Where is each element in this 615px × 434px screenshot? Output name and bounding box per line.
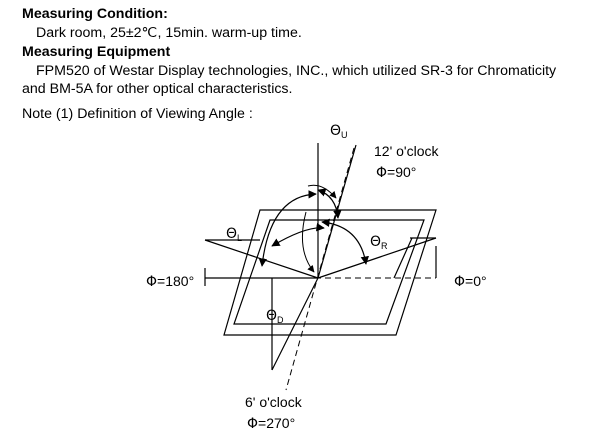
heading-measuring-condition: Measuring Condition:: [22, 6, 168, 22]
theta-d-arc-lower: [302, 212, 314, 272]
measuring-condition-text: Dark room, 25±2℃, 15min. warm-up time.: [36, 25, 302, 41]
equipment-text-line-2: and BM-5A for other optical characteristics.: [22, 81, 293, 97]
theta-d-arc: [272, 228, 324, 246]
phi-0-label: Φ=0°: [454, 273, 487, 290]
theta-r-label: $\Theta_R$: [370, 234, 388, 251]
theta-u-arc: [318, 190, 338, 218]
clock-6-label: 6' o'clock: [245, 394, 302, 410]
heading-measuring-equipment: Measuring Equipment: [22, 44, 171, 60]
theta-l-label: $\Theta_L$: [226, 226, 243, 243]
theta-u-label: $\Theta_U$: [330, 123, 348, 140]
right-wing-line: [394, 238, 412, 278]
clock-12-label: 12' o'clock: [374, 143, 439, 159]
phi-270-label: Φ=270°: [247, 415, 296, 432]
equipment-text-line-1: FPM520 of Westar Display technologies, INC., which utilized SR-3 for Chromaticity: [36, 63, 557, 79]
phi-180-label: Φ=180°: [146, 273, 195, 290]
phi-90-label: Φ=90°: [376, 164, 417, 181]
theta-d-label: $\Theta_D$: [266, 308, 284, 325]
note-viewing-angle: Note (1) Definition of Viewing Angle :: [22, 106, 253, 122]
